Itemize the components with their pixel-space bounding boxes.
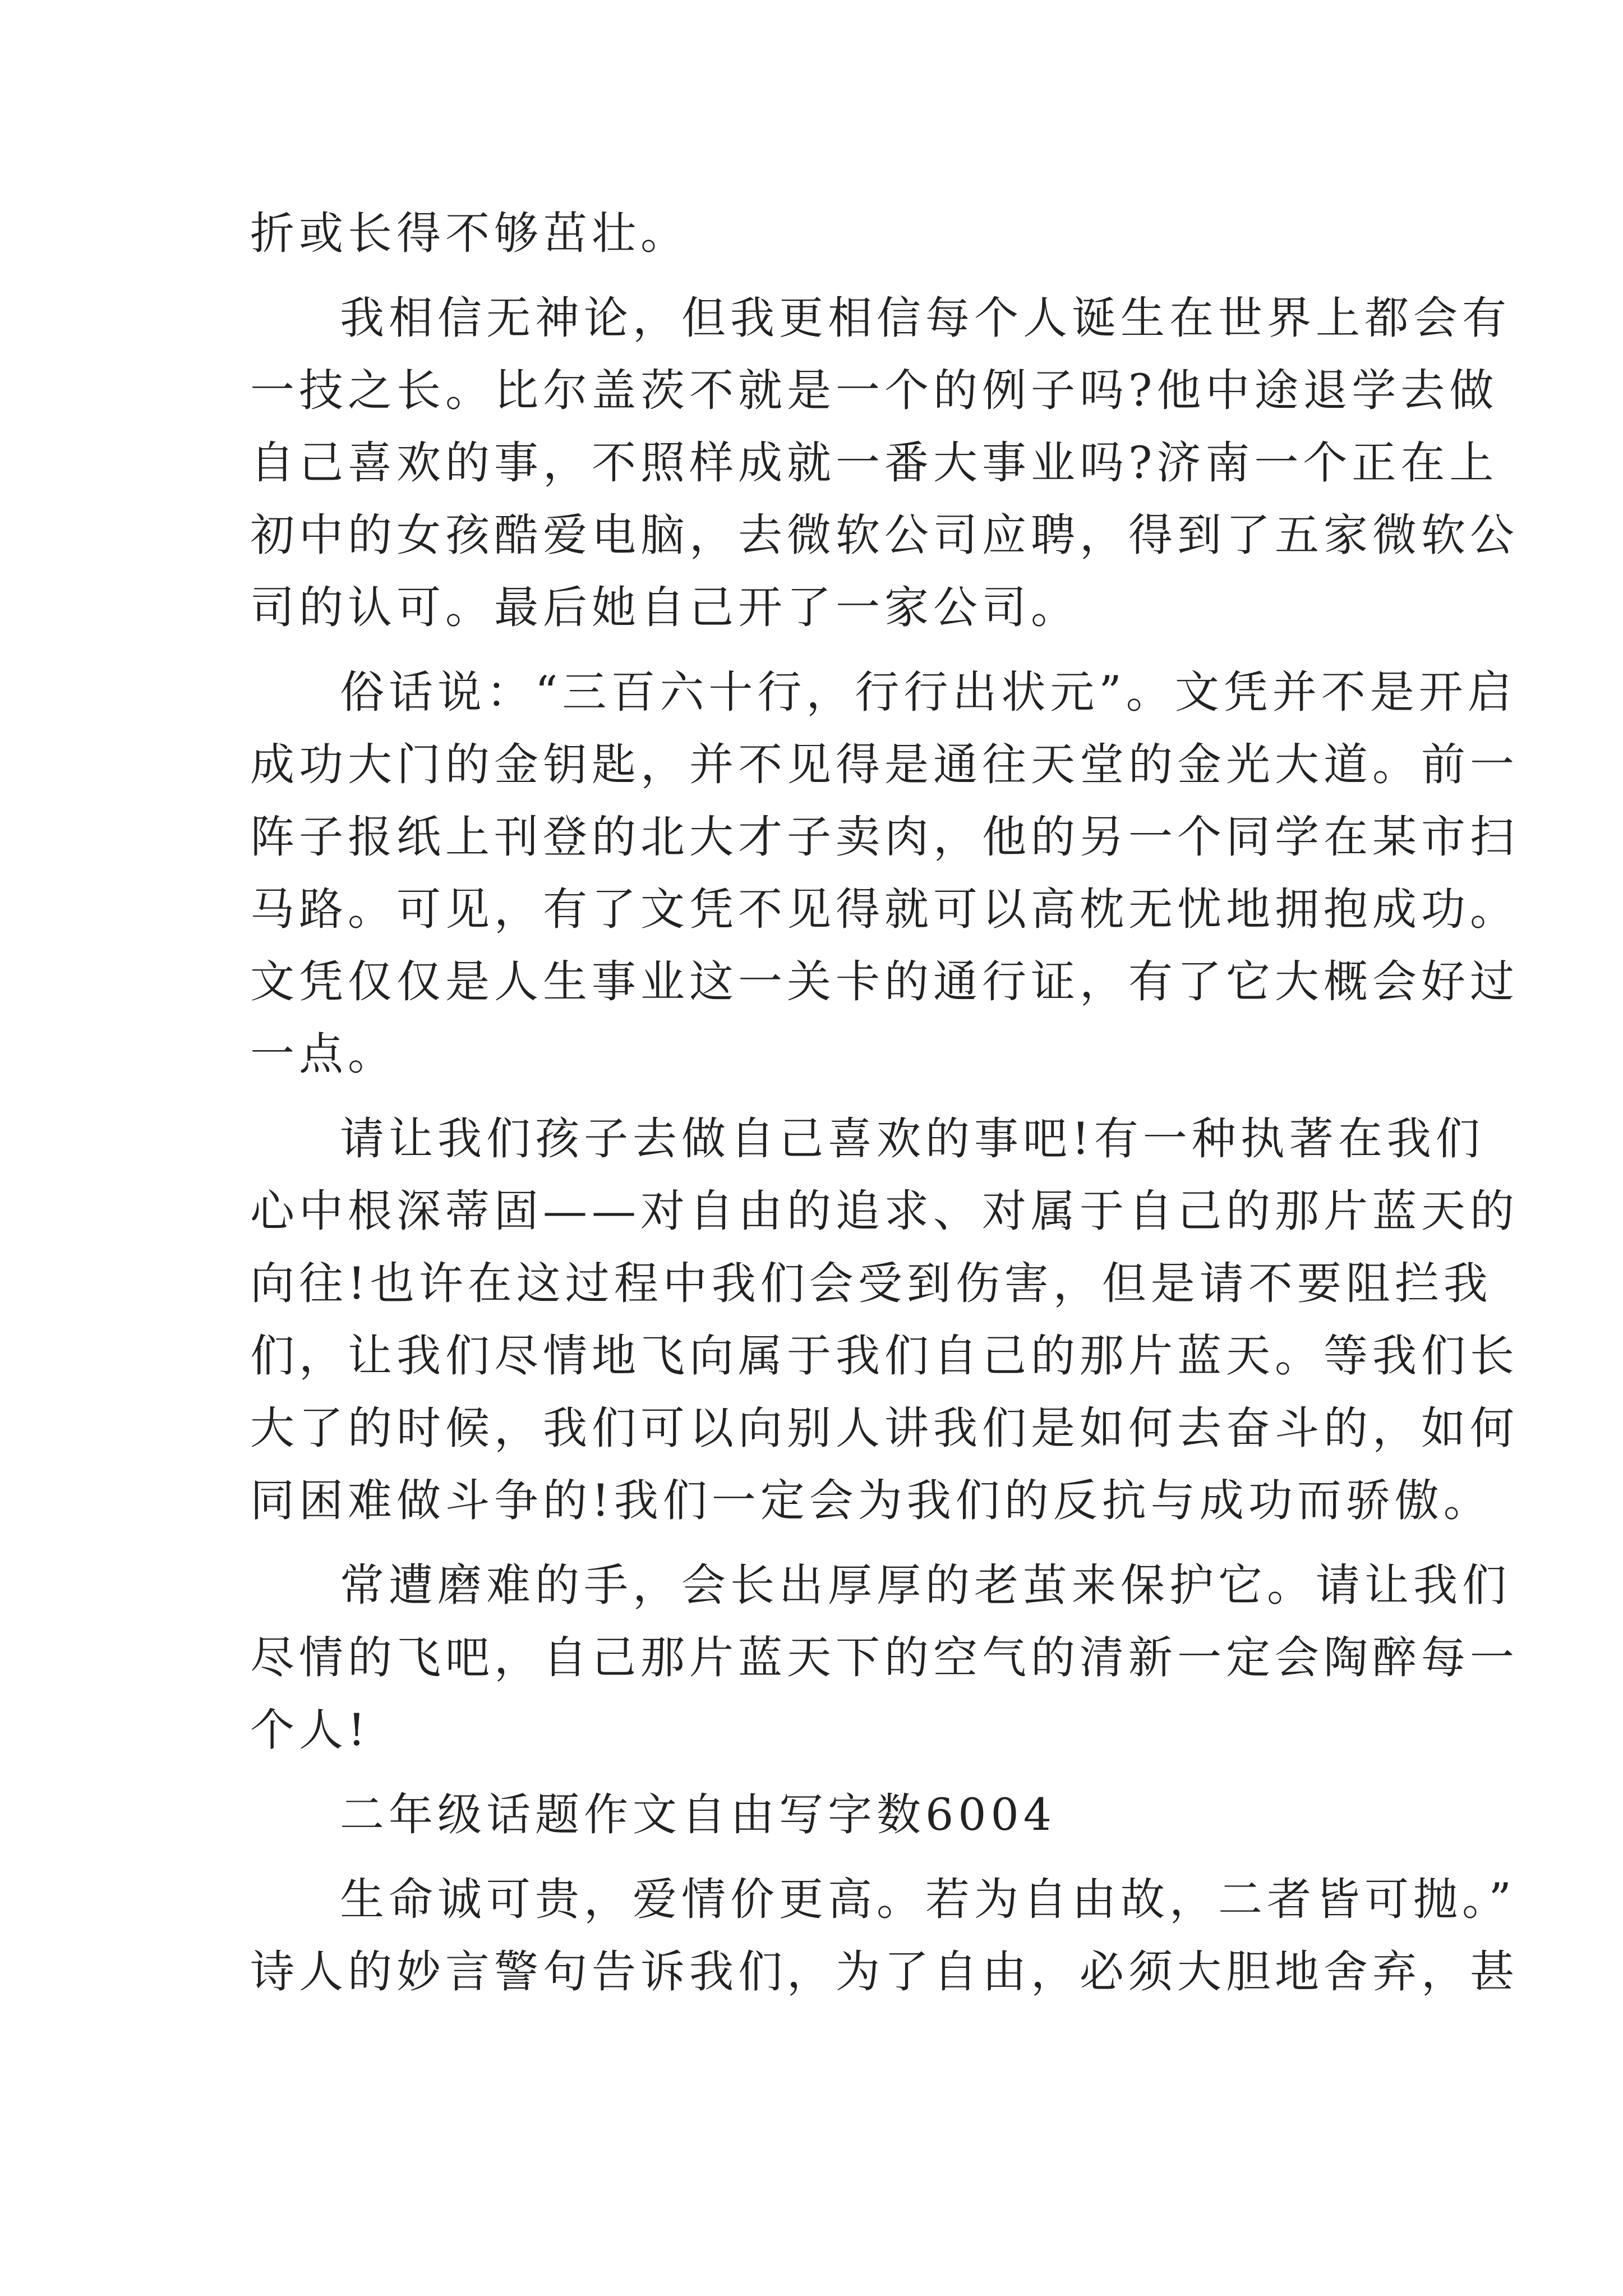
text-line: 成功大门的金钥匙，并不见得是通往天堂的金光大道。前一 — [250, 739, 1519, 790]
text-line: 折或长得不够茁壮。 — [250, 208, 689, 259]
paragraph-continuation — [250, 197, 1377, 270]
text-line: 初中的女孩酷爱电脑，去微软公司应聘，得到了五家微软公 — [250, 509, 1519, 561]
text-line: 请让我们孩子去做自己喜欢的事吧!有一种执著在我们 — [340, 1113, 1484, 1165]
body-text — [250, 197, 1519, 2008]
paragraph-atheism — [250, 282, 1519, 644]
text-line: 我相信无神论，但我更相信每个人诞生在世界上都会有 — [340, 292, 1511, 344]
text-line: 向往!也许在这过程中我们会受到伤害，但是请不要阻拦我 — [250, 1258, 1492, 1309]
paragraph-essay-heading — [250, 1779, 1377, 1851]
text-line: 马路。可见，有了文凭不见得就可以高枕无忧地拥抱成功。 — [250, 884, 1519, 935]
paragraph-calloused-hands — [250, 1549, 1519, 1766]
text-line: 同困难做斗争的!我们一定会为我们的反抗与成功而骄傲。 — [250, 1475, 1492, 1526]
paragraph-freedom-plea — [250, 1103, 1519, 1537]
text-line: 心中根深蒂固——对自由的追求、对属于自己的那片蓝天的 — [250, 1185, 1519, 1237]
text-line: 自己喜欢的事，不照样成就一番大事业吗?济南一个正在上 — [250, 437, 1498, 489]
text-line: 阵子报纸上刊登的北大才子卖肉，他的另一个同学在某市扫 — [250, 811, 1519, 863]
text-line: 司的认可。最后她自己开了一家公司。 — [250, 582, 1080, 633]
paragraph-proverb — [250, 656, 1519, 1091]
text-line: 文凭仅仅是人生事业这一关卡的通行证，有了它大概会好过 — [250, 956, 1519, 1007]
text-line: 一点。 — [250, 1028, 396, 1080]
text-line: 生命诚可贵，爱情价更高。若为自由故，二者皆可抛。” — [340, 1874, 1516, 1925]
text-line: 一技之长。比尔盖茨不就是一个的例子吗?他中途退学去做 — [250, 365, 1498, 416]
text-line: 个人! — [250, 1704, 370, 1756]
text-line: 俗话说：“三百六十行，行行出状元”。文凭并不是开启 — [340, 666, 1516, 718]
text-line: 们，让我们尽情地飞向属于我们自己的那片蓝天。等我们长 — [250, 1330, 1519, 1382]
paragraph-poem-quote — [250, 1864, 1519, 2008]
text-line: 尽情的飞吧，自己那片蓝天下的空气的清新一定会陶醉每一 — [250, 1632, 1519, 1683]
essay-heading: 二年级话题作文自由写字数6004 — [340, 1789, 1057, 1841]
text-line: 诗人的妙言警句告诉我们，为了自由，必须大胆地舍弃，甚 — [250, 1946, 1519, 1998]
text-line: 大了的时候，我们可以向别人讲我们是如何去奋斗的，如何 — [250, 1402, 1519, 1454]
text-line: 常遭磨难的手，会长出厚厚的老茧来保护它。请让我们 — [340, 1559, 1511, 1611]
